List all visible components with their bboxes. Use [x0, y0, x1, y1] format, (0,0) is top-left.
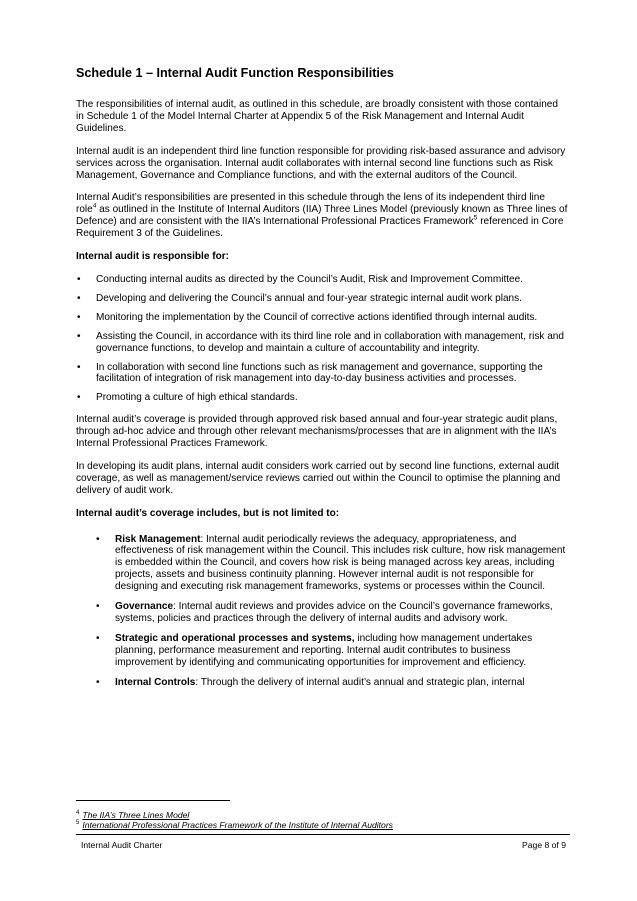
list-item-text: Promoting a culture of high ethical standards. [96, 392, 298, 404]
footnote-link-ippf[interactable]: International Professional Practices Framework of the Institute of Internal Auditors [82, 820, 393, 830]
bullet-icon: • [77, 273, 81, 285]
footnote-5 [76, 820, 568, 830]
responsibilities-heading: Internal audit is responsible for: [76, 251, 229, 263]
intro-p3-text-1: Internal Audit’s responsibilities are presented in this schedule through the lens of its independent third line role [76, 192, 545, 216]
responsibilities-list [76, 274, 568, 404]
list-item [76, 677, 568, 689]
footnote-link-three-lines-model[interactable]: The IIA’s Three Lines Model [82, 810, 190, 820]
coverage-list [76, 534, 568, 689]
coverage-paragraph-1: Internal audit’s coverage is provided through approved risk based annual and four-year strategic audit plans, through ad-hoc advice and through other relevant mechanisms/processes that are in alignment with the IIA’s Internal Professional Practices Framework. [76, 414, 558, 450]
footnote-4 [76, 810, 568, 820]
coverage-heading: Internal audit’s coverage includes, but is not limited to: [76, 507, 340, 519]
footnote-ref-5[interactable]: 5 [473, 214, 478, 222]
bullet-icon: • [77, 330, 81, 342]
footer-document-title: Internal Audit Charter [81, 840, 163, 850]
bullet-icon: • [77, 361, 81, 373]
list-item [76, 331, 568, 355]
intro-paragraph-3 [76, 192, 568, 240]
intro-paragraph-1: The responsibilities of internal audit, as outlined in this schedule, are broadly consistent with those contained in Schedule 1 of the Model Internal Charter at Appendix 5 of the Risk Management and Internal Audit Guidelines. [76, 99, 558, 134]
footnotes [76, 810, 568, 830]
footnote-number: 5 [76, 820, 80, 827]
footnote-ref-4[interactable]: 4 [92, 203, 97, 210]
footnote-number: 4 [76, 810, 80, 817]
list-item [76, 362, 568, 386]
bullet-icon: • [77, 292, 81, 304]
bullet-icon: • [96, 601, 100, 613]
list-item [76, 633, 568, 669]
footer-page-number: Page 8 of 9 [522, 840, 566, 850]
list-item [76, 534, 568, 594]
coverage-text: : Internal audit periodically reviews the adequacy, appropriateness, and effectiveness of risk management within the Council. This includes risk culture, how risk management is embedded within the Council, and covers how risk is being managed across key areas, including projects, assets and business continuity planning. However internal audit is not responsible for designing and executing risk management frameworks, systems or processes within the Council. [115, 533, 566, 593]
coverage-paragraph-2: In developing its audit plans, internal audit considers work carried out by second line functions, external audit coverage, as well as management/service reviews carried out within the Council to optimise the planning and delivery of audit work. [76, 460, 561, 496]
coverage-term: Internal Controls [115, 676, 196, 688]
intro-p3-text-3: referenced in Core Requirement 3 of the Guidelines. [76, 216, 564, 240]
coverage-term: Strategic and operational processes and systems, [115, 632, 355, 644]
coverage-text: : Through the delivery of internal audit’s annual and strategic plan, internal [195, 676, 525, 688]
page-content [76, 66, 568, 697]
list-item-text: Developing and delivering the Council’s annual and four-year strategic internal audit work plans. [96, 292, 522, 304]
coverage-term: Governance [115, 601, 174, 613]
bullet-icon: • [96, 676, 100, 688]
list-item [76, 601, 568, 625]
footer-divider [76, 834, 570, 835]
list-item-text: In collaboration with second line functions such as risk management and governance, supporting the facilitation of integration of risk management into day-to-day business activities and processes. [96, 361, 543, 385]
coverage-term: Risk Management [115, 533, 201, 545]
list-item [76, 293, 568, 305]
footnote-divider [76, 800, 230, 801]
bullet-icon: • [77, 311, 81, 323]
list-item-text: Monitoring the implementation by the Council of corrective actions identified through internal audits. [96, 311, 538, 323]
bullet-icon: • [77, 392, 81, 404]
list-item [76, 274, 568, 286]
list-item [76, 392, 568, 404]
intro-p3-text-2: as outlined in the Institute of Internal Auditors (IIA) Three Lines Model (previously known as Three lines of Defence) and are consistent with the IIA’s International Professional Practices Framework [76, 204, 568, 228]
bullet-icon: • [96, 632, 100, 644]
coverage-text: : Internal audit reviews and provides advice on the Council’s governance frameworks, systems, policies and practices through the delivery of internal audits and advisory work. [115, 601, 553, 624]
coverage-text: including how management undertakes planning, performance measurement and reporting. Internal audit contributes to business improvement by identifying and communicating opportunities for improvement and efficiency. [115, 632, 533, 668]
bullet-icon: • [96, 533, 100, 545]
list-item [76, 312, 568, 324]
list-item-text: Conducting internal audits as directed by the Council’s Audit, Risk and Improvement Committee. [96, 273, 524, 285]
page-title: Schedule 1 – Internal Audit Function Responsibilities [76, 66, 394, 80]
intro-paragraph-2: Internal audit is an independent third line function responsible for providing risk-based assurance and advisory services across the organisation. Internal audit collaborates with internal second line functions such as Risk Management, Governance and Compliance functions, and with the external auditors of the Council. [76, 145, 566, 181]
list-item-text: Assisting the Council, in accordance with its third line role and in collaboration with management, risk and governance functions, to develop and maintain a culture of accountability and integrity. [96, 330, 564, 354]
